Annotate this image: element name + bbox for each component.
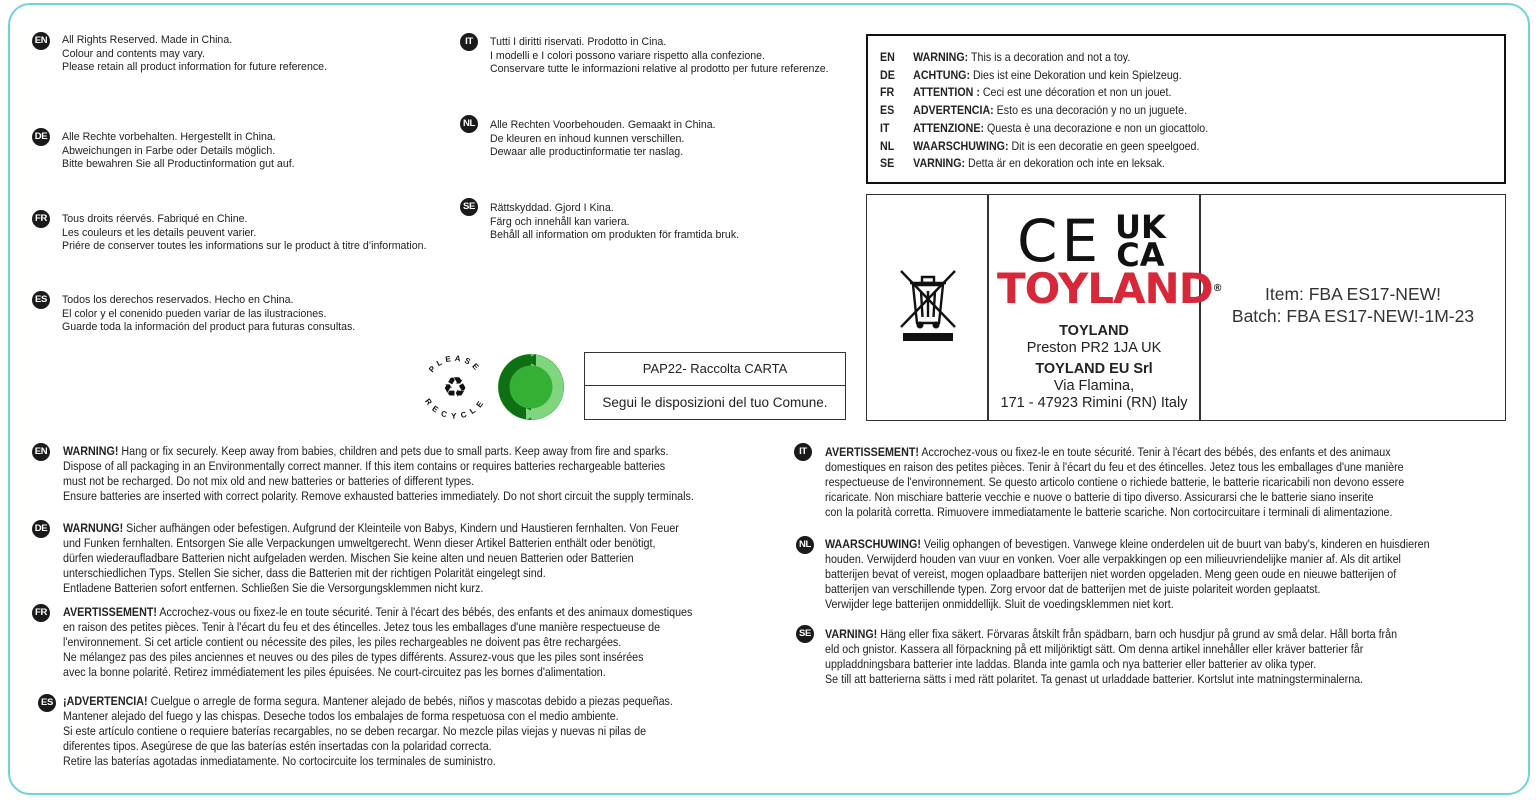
warning-text: Accrochez-vous ou fixez-le en toute sécurité. Tenir à l'écart des bébés, des enfants et des animaux domestiques [156,605,693,619]
warning-code: ES [880,104,895,118]
logo-text: TOYLAND [997,264,1213,313]
warning-word: ATTENTION : [913,86,980,100]
product-info-box [866,194,1506,421]
recycle-top-text: PLEASE [427,353,483,375]
warning-line: eld och gnistor. Kassera all förpackning på ett miljöriktigt sätt. Om denna artikel innehåller eller kräver batterier får [825,641,1364,656]
warning-text: Hang or fix securely. Keep away from babies, children and pets due to small parts. Keep away from fire and sparks. [118,444,669,458]
warning-line: Se till att batterierna sätts i med rätt polaritet. Ta genast ut urladdade batterier. Kortslut inte matningsterminalerna. [825,671,1364,686]
warning-line: und Funken fernhalten. Entsorgen Sie alle Verpackungen umweltgerecht. Wenn dieser Artikel Batterien enthält oder benötigt, [63,535,656,550]
warning-text: Cuelgue o arregle de forma segura. Mantener alejado de bebés, niños y mascotas debido a piezas pequeñas. [147,694,673,708]
notice-line: All Rights Reserved. Made in China. [62,34,233,46]
notice-line: Abweichungen in Farbe oder Details möglich. [62,144,276,157]
warning-code: DE [880,68,895,82]
warning-line: Si este artículo contiene o requiere baterías recargables, no se deben recargar. No mezcle pilas viejas y nuevas ni pilas de [63,723,647,738]
lang-badge-de: DE [32,128,50,146]
notice-line: I modelli e I colori possono variare rispetto alla confezione. [490,49,765,62]
lang-badge-en: EN [32,32,50,50]
warning-word: WARNUNG! [63,521,124,535]
pap22-box [584,352,846,420]
warning-line: ricaricate. Non mischiare batterie vecchie e nuove o batterie di tipo diverso. Assicurarsi che le batterie siano inserite [825,489,1374,504]
warning-row-it [880,122,1208,136]
lang-badge-nl: NL [796,536,814,554]
lang-badge-fr: FR [32,604,50,622]
lang-badge-se: SE [796,625,814,643]
warning-text: Esto es una decoración y no un juguete. [993,104,1188,118]
manufacturer-address [989,323,1199,412]
warning-word: AVERTISSEMENT! [825,445,919,459]
notice-line: El color y el conenido pueden variar de las ilustraciones. [62,307,327,320]
warning-line: Ne mélangez pas des piles anciennes et neuves ou des piles de types différents. Assurez-vous que les piles sont insérées [63,649,644,664]
recycle-bottom-text: RECYCLE [423,396,488,421]
warning-text: Dies ist eine Dekoration und kein Spielzeug. [970,68,1182,82]
warning-text: Questa è una decorazione e non un giocattolo. [984,121,1209,135]
warning-line: batterijen bevat of vereist, mogen oplaadbare batterijen niet worden opgeladen. Meng geen oude en nieuwe batterijen of [825,566,1397,581]
warning-line: Ensure batteries are inserted with correct polarity. Remove exhausted batteries immediately. Do not short circuit the supply terminals. [63,488,694,503]
notice-se [490,202,739,243]
green-dot-icon [496,352,566,422]
warning-line [825,537,1430,552]
notice-line: Behåll all information om produkten för framtida bruk. [490,229,740,242]
warning-line: Dispose of all packaging in an Environmentally correct manner. If this item contains or requires batteries rechargeable batteries [63,458,666,473]
warning-se [825,627,1397,687]
warning-word: ACHTUNG: [913,68,971,82]
warning-es [63,694,673,769]
notice-line: De kleuren en inhoud kunnen verschillen. [490,132,685,145]
notice-line: Bitte bewahren Sie all Productinformation gut auf. [62,158,295,171]
warning-text: Häng eller fixa säkert. Förvaras åtskilt från spädbarn, barn och husdjur på grund av små delar. Håll borta från [877,627,1398,641]
notice-en [62,34,327,75]
notice-line: Priére de conserver toutes les informations sur le product à titre d’information. [62,240,427,253]
notice-line: Dewaar alle productinformatie ter naslag. [490,146,684,159]
svg-text:♻: ♻ [442,371,468,404]
warning-line: houden. Verwijderd houden van vuur en vonken. Voer alle verpakkingen op een milieuvriendelijke manier af. Als dit artikel [825,551,1401,566]
warning-de [63,521,679,596]
warning-line: l'environnement. Si cet article contient ou nécessite des piles, les piles rechargeables ne doivent pas être rechargées. [63,634,622,649]
warning-line: diferentes tipos. Asegúrese de que las baterías estén insertadas con la polaridad correcta. [63,738,492,753]
warning-line: con la polarità corretta. Rimuovere immediatamente le batterie scariche. Non cortocircuitare i terminali di alimentazione. [825,504,1393,519]
warning-fr [63,605,692,680]
warning-line: Verwijder lege batterijen onmiddellijk. Sluit de voedingsklemmen niet kort. [825,596,1174,611]
warning-text: Ceci est une décoration et non un jouet. [979,86,1172,100]
eu-company-name: TOYLAND EU Srl [1035,361,1153,377]
warning-word: ¡ADVERTENCIA! [63,694,148,708]
warning-line [63,521,679,536]
warning-line: avec la bonne polarité. Retirez immédiatement les piles épuisées. Ne court-circuitez pas les bornes d'alimentation. [63,664,606,679]
warning-nl [825,537,1430,612]
notice-line: Conservare tutte le informazioni relative al prodotto per future referenze. [490,63,829,76]
toyland-logo [997,264,1222,313]
warning-code: FR [880,86,895,100]
warning-row-nl [880,140,1199,154]
notice-line: Guarde toda la información del product para futuras consultas. [62,321,356,334]
warning-word: ATTENZIONE: [913,121,985,135]
company-name: TOYLAND [1059,323,1129,339]
warning-row-fr [880,86,1171,100]
warning-line [825,445,1404,460]
warning-it [825,445,1404,520]
lang-badge-fr: FR [32,210,50,228]
notice-line: Rättskyddad. Gjord I Kina. [490,202,614,214]
lang-badge-it: IT [794,443,812,461]
warning-code: NL [880,139,895,153]
notice-line: Alle Rechte vorbehalten. Hergestellt in China. [62,131,276,143]
warning-line: uppladdningsbara batterier inte laddas. Blanda inte gamla och nya batterier eller batterier av olika typer. [825,656,1317,671]
notice-line: Todos los derechos reservados. Hecho en China. [62,294,294,306]
weee-bin-icon [895,265,961,345]
notice-fr [62,213,426,254]
warning-word: AVERTISSEMENT! [63,605,157,619]
warning-text: This is a decoration and not a toy. [968,51,1131,64]
pap22-instructions: Segui le disposizioni del tuo Comune. [602,395,828,410]
item-batch-info [1201,283,1505,327]
warning-line [825,627,1397,642]
warning-word: WARNING: [913,51,969,64]
warning-line [63,605,692,620]
notice-line: Les couleurs et les details peuvent varier. [62,226,257,239]
ukca-mark-icon [1115,208,1166,274]
warning-word: VARNING: [913,157,966,171]
warning-code: IT [880,121,890,135]
please-recycle-icon [418,348,492,422]
warning-code: SE [880,157,895,171]
lang-badge-en: EN [32,443,50,461]
warning-line: must not be recharged. Do not mix old and new batteries or batteries of different types. [63,473,475,488]
warning-line: respectueuse de l'environnement. Se questo articolo contiene o richiede batterie, le batterie ricaricabili non devono essere [825,474,1405,489]
notice-line: Tous droits réervés. Fabriqué en Chine. [62,213,248,225]
notice-line: Färg och innehåll kan variera. [490,215,630,228]
lang-badge-nl: NL [460,115,478,133]
eu-city: 171 - 47923 Rimini (RN) Italy [1000,395,1188,411]
notice-it [490,36,829,77]
warning-line: Entladene Batterien sofort entfernen. Schließen Sie die Versorgungsklemmen nicht kurz. [63,580,484,595]
warning-word: WAARSCHUWING! [825,537,921,551]
warning-line: domestiques en raison des petites pièces. Tenir à l'écart du feu et des étincelles. Jetez tous les emballages d'une manière [825,459,1404,474]
warning-line: en raison des petites pièces. Tenir à l'écart du feu et des étincelles. Jetez tous les emballages d'une manière respectueuse de [63,619,661,634]
warning-row-se [880,157,1165,171]
lang-badge-es: ES [38,694,56,712]
batch-number: Batch: FBA ES17-NEW!-1M-23 [1231,306,1475,326]
ukca-top: UK [1115,208,1166,246]
lang-badge-it: IT [460,33,478,51]
warning-text: Dit is een decoratie en geen speelgoed. [1008,139,1200,153]
warning-line: unterschiedlichen Typs. Stellen Sie sicher, dass die Batterien mit der richtigen Polarität eingelegt sind. [63,565,546,580]
notice-de [62,131,295,172]
ce-mark-icon: CE [1017,207,1103,275]
warning-line: Mantener alejado del fuego y las chispas. Deseche todos los embalajes de forma respetuosa con el medio ambiente. [63,708,619,723]
lang-badge-es: ES [32,291,50,309]
lang-badge-se: SE [460,198,478,216]
warning-line [63,694,673,709]
decoration-warning-box [866,34,1506,184]
lang-badge-de: DE [32,520,50,538]
warning-en [63,444,694,504]
warning-line: batterijen van verschillende typen. Zorg ervoor dat de batterijen met de juiste polariteit worden geplaatst. [825,581,1321,596]
warning-word: VARNING! [825,627,878,641]
pap22-code: PAP22- Raccolta CARTA [585,353,845,386]
warning-word: ADVERTENCIA: [913,104,994,118]
warning-row-es [880,104,1187,118]
warning-line [63,444,694,459]
registered-mark: ® [1212,283,1222,294]
notice-line: Tutti I diritti riservati. Prodotto in Cina. [490,36,667,48]
notice-line: Alle Rechten Voorbehouden. Gemaakt in China. [490,119,716,131]
warning-word: WAARSCHUWING: [913,139,1009,153]
warning-text: Veilig ophangen of bevestigen. Vanwege kleine onderdelen uit de buurt van baby's, kinderen en huisdieren [920,537,1430,551]
warning-row-en [880,51,1130,65]
warning-word: WARNING! [63,444,119,458]
company-address: Preston PR2 1JA UK [1026,340,1162,356]
warning-line: Retire las baterías agotadas inmediatamente. No cortocircuite los terminales de suministro. [63,753,496,768]
ukca-bottom: CA [1116,236,1165,274]
warning-row-de [880,69,1182,83]
warning-text: Sicher aufhängen oder befestigen. Aufgrund der Kleinteile von Babys, Kindern und Haustieren fernhalten. Von Feuer [123,521,679,535]
item-number: Item: FBA ES17-NEW! [1264,284,1442,304]
warning-line: dürfen wiederaufladbare Batterien nicht aufgeladen werden. Mischen Sie keine alten und neuen Batterien oder Batterien [63,550,634,565]
eu-street: Via Flamina, [1053,378,1135,394]
notice-nl [490,119,716,160]
warning-text: Detta är en dekoration och inte en leksak. [965,157,1165,171]
notice-line: Colour and contents may vary. [62,47,205,60]
warning-text: Accrochez-vous ou fixez-le en toute sécurité. Tenir à l'écart des bébés, des enfants et des animaux [918,445,1391,459]
notice-es [62,294,355,335]
notice-line: Please retain all product information for future reference. [62,61,327,74]
warning-code: EN [880,51,895,64]
